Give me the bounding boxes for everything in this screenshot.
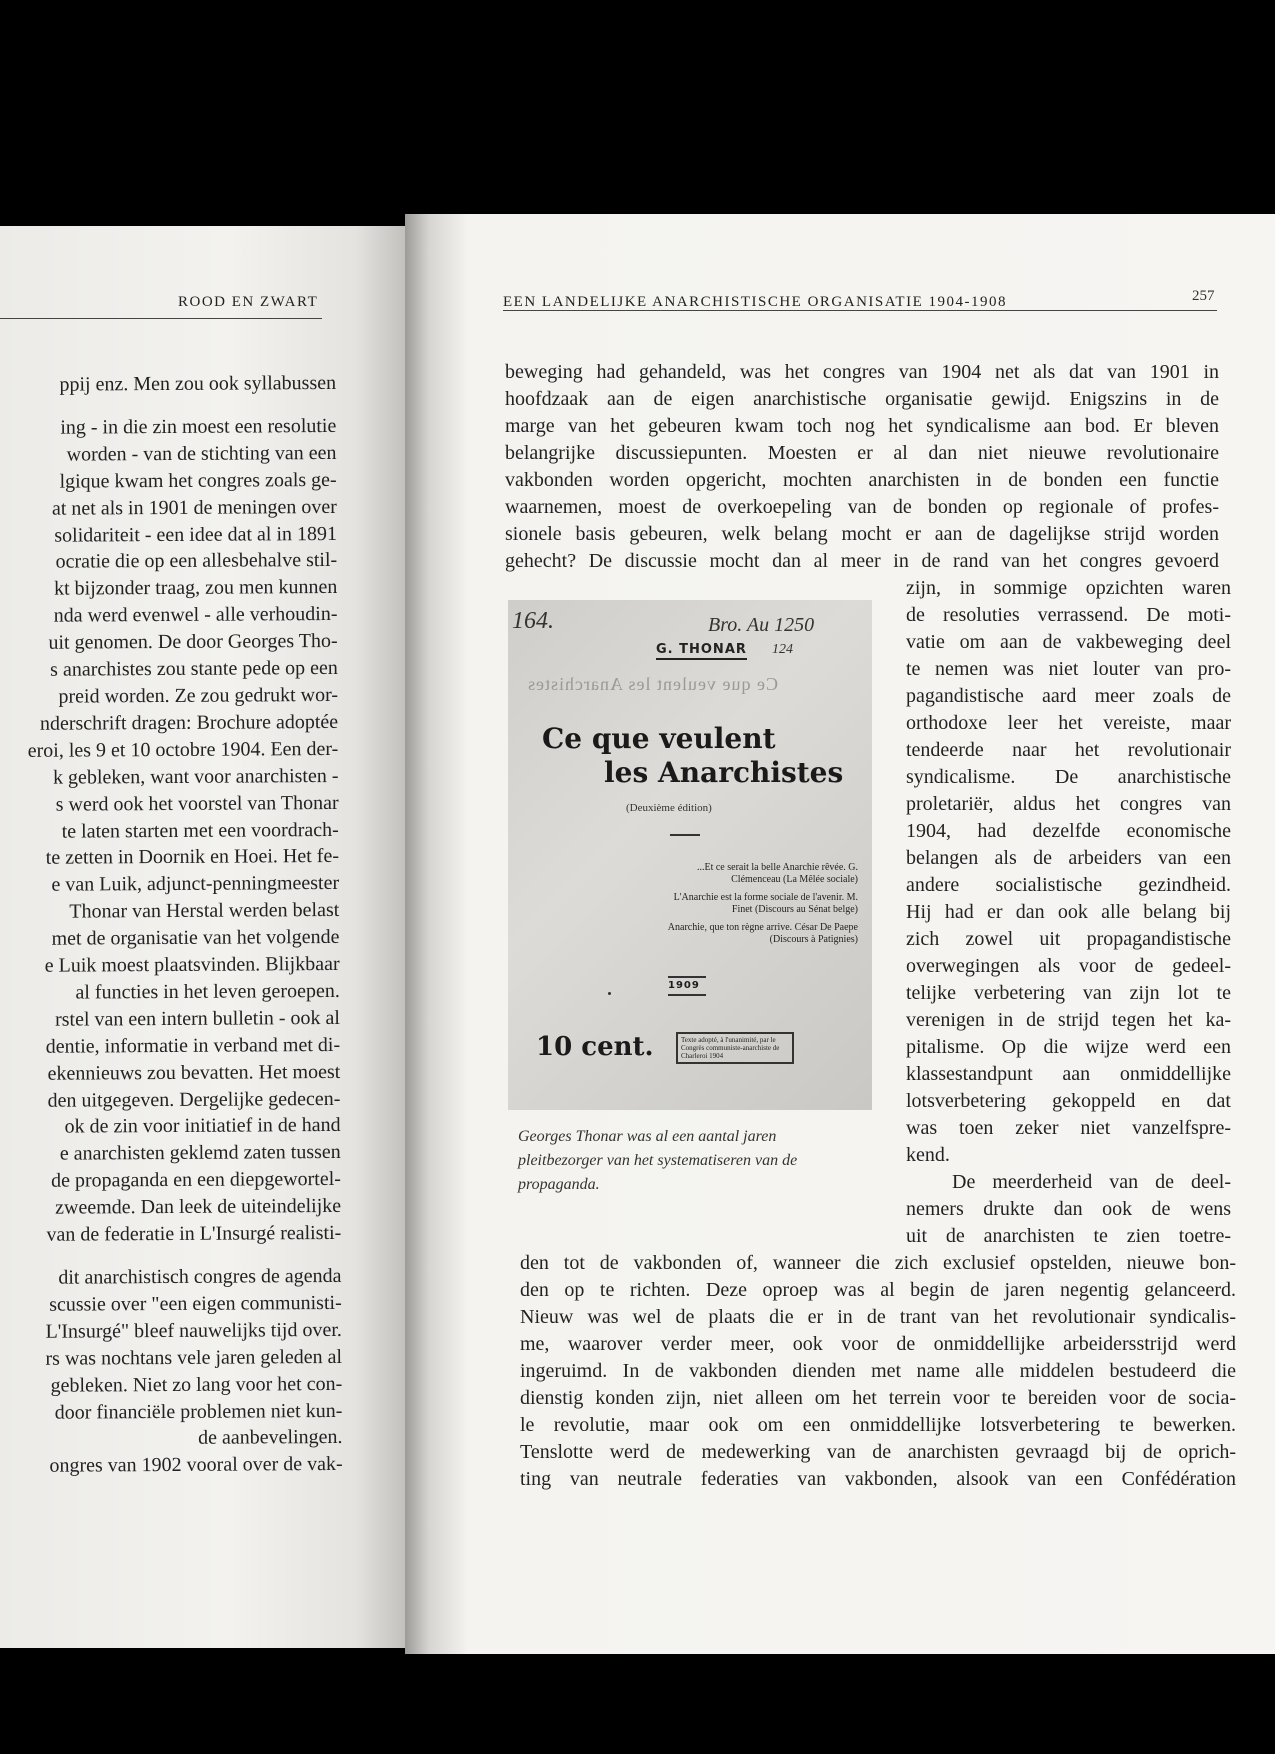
handwritten-number: 164. [512,608,554,634]
year-rule-bottom [668,994,706,996]
text-line: de propaganda en een diepgewortel- [51,1168,342,1192]
text-line: pagandistische aard meer zoals de [906,685,1231,707]
text-line: dit anarchistisch congres de agenda [58,1264,342,1289]
text-line: zijn, in sommige opzichten waren [906,577,1231,599]
text-line: proletariër, aldus het congres van [906,793,1231,815]
text-line: s anarchistes zou stante pede op een [50,657,338,681]
text-line: de resoluties verrassend. De moti- [906,604,1231,626]
text-line: rs was nochtans vele jaren geleden al [45,1345,343,1370]
text-line: preid worden. Ze zou gedrukt wor- [58,683,339,708]
text-line: ing - in die zin moest een resolutie [60,414,337,439]
cover-stamp: Texte adopté, à l'unanimité, par le Congrès communiste-anarchiste de Charleroi 1904 [676,1032,794,1064]
text-line: den op te richten. Deze oproep was al begin de jaren negentig gelanceerd. [520,1279,1236,1301]
text-line: e anarchisten geklemd zaten tussen [59,1141,341,1166]
text-line: marge van het gebeuren kwam toch nog het syndicalisme aan bod. Er bleven [505,415,1219,437]
year-rule-top [668,976,706,978]
text-line: pitalisme. Op die wijze werd een [906,1036,1231,1058]
text-line: e Luik moest plaatsvinden. Blijkbaar [44,952,340,977]
cover-author: G. THONAR [656,642,747,660]
handwritten-small-number: 124 [772,642,793,657]
text-line: Tenslotte werd de medewerking van de anarchisten gevraagd bij de oprich- [520,1441,1236,1463]
cover-quote: L'Anarchie est la forme sociale de l'avenir. M. Finet (Discours au Sénat belge) [673,892,858,915]
text-line: kt bijzonder traag, zou men kunnen [54,576,338,601]
text-line: verenigen in de strijd tegen het ka- [906,1009,1231,1031]
cover-year: 1909 [668,980,700,991]
text-line: met de organisatie van het volgende [51,926,340,950]
text-line: le revolutie, maar ook om een onmiddellijke lotsverbetering te bewerken. [520,1414,1236,1436]
right-running-head: EEN LANDELIJKE ANARCHISTISCHE ORGANISATIE 1904-1908 [503,294,1007,310]
text-line: overwegingen als voor de gedeel- [906,955,1231,977]
text-line: 1904, had dezelfde economische [906,820,1231,842]
text-line: al functies in het leven geroepen. [75,979,340,1004]
text-line: ongres van 1902 vooral over de vak- [49,1453,343,1478]
text-line: Nieuw was wel de plaats die er in de trant van het revolutionair syndicalis- [520,1306,1236,1328]
brochure-cover-image [508,600,872,1110]
scan-background [0,0,1275,214]
text-line: andere socialistische gezindheid. [906,874,1231,896]
text-line: nemers drukte dan ook de wens [906,1198,1231,1220]
text-line: Hij had er dan ook alle belang bij [906,901,1231,923]
text-line: te laten starten met een voordrach- [61,818,339,843]
text-line: scussie over "een eigen communisti- [49,1291,342,1316]
right-side-paragraph-2 [906,1169,1231,1250]
caption-line: pleitbezorger van het systematiseren van de [518,1152,798,1169]
cover-dot [608,992,611,995]
text-line: ekennieuws zou bevatten. Het moest [47,1060,341,1085]
text-line: sionele basis gebeuren, welk belang mocht er aan de dagelijkse strijd worden [505,523,1219,545]
cover-price: 10 cent. [536,1032,654,1062]
text-line: k gebleken, want voor anarchisten - [52,764,339,789]
text-line: lgique kwam het congres zoals ge- [59,468,337,493]
text-line: ocratie die op een allesbehalve stil- [55,549,338,574]
text-line: klassestandpunt aan onmiddellijke [906,1063,1231,1085]
text-line: dienstig konden zijn, niet alleen om het terrein voor te bereiden voor de socia- [520,1387,1236,1409]
text-line: belangen als de arbeiders van een [906,847,1231,869]
text-line: hoofdzaak aan de eigen anarchistische organisatie gewijd. Enigszins in de [505,388,1219,410]
text-line: de aanbevelingen. [198,1426,343,1450]
cover-quote: Anarchie, que ton règne arrive. César De Paepe (Discours à Patignies) [667,922,858,945]
text-line: den uitgegeven. Dergelijke gedecen- [47,1087,341,1112]
text-line: s werd ook het voorstel van Thonar [55,791,339,816]
cover-quotes [658,862,858,952]
text-line: Thonar van Herstal werden belast [69,899,340,923]
cover-divider [670,834,700,836]
text-line: e van Luik, adjunct-penningmeester [51,872,340,897]
text-line: zweemde. Dan leek de uiteindelijke [55,1195,342,1219]
text-line: vatie om aan de vakbeweging deel [906,631,1231,653]
text-line: orthodoxe leer het vereiste, maar [906,712,1231,734]
text-line: L'Insurgé" bleef nauwelijks tijd over. [45,1318,342,1343]
text-line: me, waarover verder meer, ook voor de onmiddellijke arbeidersstrijd werd [520,1333,1236,1355]
text-line: uit de anarchisten te zien toetre- [906,1225,1231,1247]
cover-quote: ...Et ce serait la belle Anarchie rêvée. G. Clémenceau (La Mêlée sociale) [696,862,858,885]
cover-title-line2: les Anarchistes [604,756,844,789]
text-line: dentie, informatie in verband met di- [45,1033,341,1058]
text-line: nda werd evenwel - alle verhoudin- [53,603,338,627]
text-line: rstel van een intern bulletin - ook al [54,1006,341,1031]
text-line: tendeerde naar het revolutionair [906,739,1231,761]
right-bottom-paragraph [520,1250,1236,1493]
text-line: den tot de vakbonden of, wanneer die zich exclusief opstelden, nieuwe bon- [520,1252,1236,1274]
figure-caption [518,1125,862,1197]
text-line: door financiële problemen niet kun- [54,1399,343,1424]
text-line: vakbonden worden opgericht, mochten anarchisten in de bonden een functie [505,469,1219,491]
text-line: beweging had gehandeld, was het congres van 1904 net als dat van 1901 in [505,361,1219,383]
cover-title-line1: Ce que veulent [542,722,776,755]
text-line: te nemen was niet louter van pro- [906,658,1231,680]
left-running-head: ROOD EN ZWART [178,294,319,310]
bleed-through-text: Ce que veulent les Anarchistes [527,674,778,694]
text-line: ok de zin voor initiatief in de hand [64,1114,341,1139]
text-line: kend. [906,1144,950,1166]
text-line: belangrijke discussiepunten. Moesten er al dan niet nieuwe revolutionaire [505,442,1219,464]
caption-line: Georges Thonar was al een aantal jaren [518,1128,777,1145]
cover-edition: (Deuxième édition) [626,802,712,814]
text-line: van de federatie in L'Insurgé realisti- [46,1222,342,1246]
text-line: ting van neutrale federaties van vakbonden, alsook van een Confédération [520,1468,1236,1490]
left-head-rule [0,318,322,319]
text-line: ingeruimd. In de vakbonden dienden met name alle middelen bestudeerd die [520,1360,1236,1382]
text-line: worden - van de stichting van een [66,441,337,466]
text-line: waarnemen, moest de overkoepeling van de bonden op regionale of profes- [505,496,1219,518]
handwritten-shelfmark: Bro. Au 1250 [708,614,815,636]
text-line: syndicalisme. De anarchistische [906,766,1231,788]
text-line: De meerderheid van de deel- [952,1171,1231,1193]
text-line: solidariteit - een idee dat al in 1891 [54,522,338,547]
right-top-paragraph [505,359,1219,575]
book-gutter [405,214,465,1654]
text-line: gehecht? De discussie mocht dan al meer in de rand van het congres gevoerd [505,550,1219,572]
text-line: at net als in 1901 de meningen over [51,495,337,520]
text-line: telijke verbetering van zijn lot te [906,982,1231,1004]
caption-line: propaganda. [518,1176,600,1193]
text-line: te zetten in Doornik en Hoei. Het fe- [45,845,340,870]
page-number: 257 [1192,288,1215,304]
text-line: gebleken. Niet zo lang voor het con- [50,1372,343,1397]
text-line: was toen zeker niet vanzelfspre- [906,1117,1231,1139]
text-line: nderschrift dragen: Brochure adoptée [39,710,339,735]
text-line: zich zowel uit propagandistische [906,928,1231,950]
text-line: ppij enz. Men zou ook syllabussen [59,371,337,396]
text-line: eroi, les 9 et 10 octobre 1904. Een der- [27,737,339,762]
left-text-column [0,370,343,1480]
text-line: uit genomen. De door Georges Tho- [48,630,338,654]
text-line: lotsverbetering gekoppeld en dat [906,1090,1231,1112]
right-side-column [906,575,1231,1169]
right-head-rule [503,310,1217,311]
